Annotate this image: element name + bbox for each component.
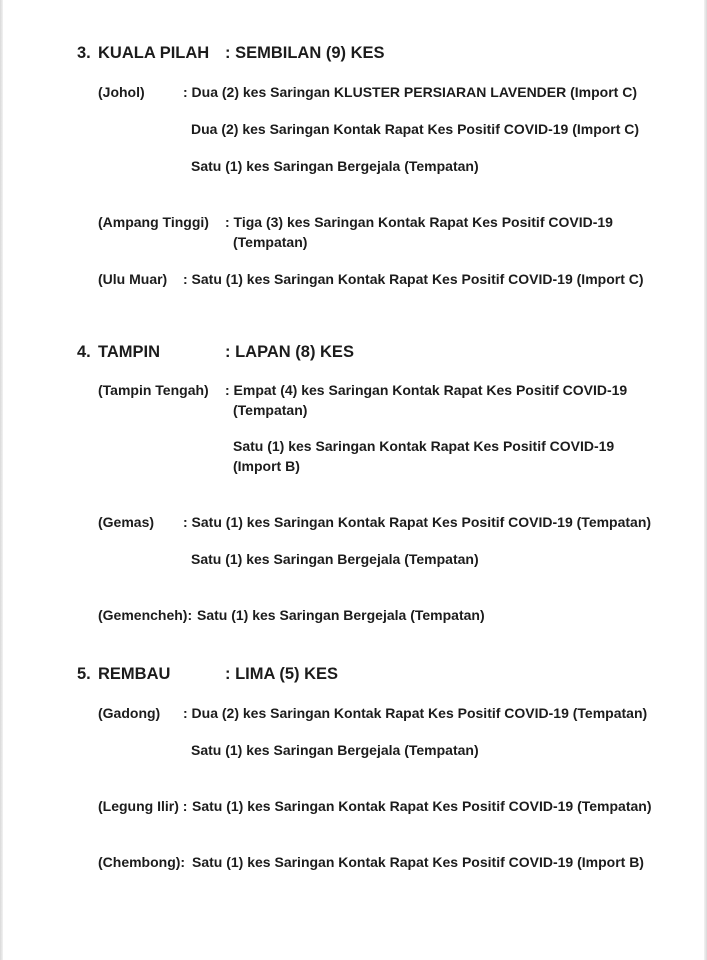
area-name: (Gemas) [98,514,155,530]
district-name: TAMPIN [98,343,161,361]
case-line: Satu (1) kes Saringan Kontak Rapat Kes Positif COVID-19 (Import B) [192,854,644,870]
case-line: Satu (1) kes Saringan Bergejala (Tempatan) [191,742,479,758]
area-name: (Chembong): [98,854,186,870]
case-line: Dua (2) kes Saringan Kontak Rapat Kes Positif COVID-19 (Import C) [191,121,640,137]
case-line: Satu (1) kes Saringan Bergejala (Tempatan) [191,158,479,174]
area-name: (Gadong) [98,705,161,721]
section-number: 5. [77,665,91,683]
section-number: 4. [77,343,91,361]
case-line: : Tiga (3) kes Saringan Kontak Rapat Kes Positif COVID-19 [225,214,613,230]
area-name: (Ampang Tinggi) [98,214,209,230]
district-name: KUALA PILAH [98,44,210,62]
case-line: (Tempatan) [233,234,308,250]
district-total: : LAPAN (8) KES [225,343,354,361]
case-line: Satu (1) kes Saringan Kontak Rapat Kes Positif COVID-19 (Tempatan) [192,798,652,814]
case-line: Satu (1) kes Saringan Bergejala (Tempatan) [191,551,479,567]
section-number: 3. [77,44,91,62]
area-name: (Ulu Muar) [98,271,168,287]
area-name: (Legung Ilir) : [98,798,188,814]
case-line: (Import B) [233,458,300,474]
area-name: (Johol) [98,84,145,100]
case-line: : Satu (1) kes Saringan Kontak Rapat Kes Positif COVID-19 (Import C) [183,271,644,287]
district-total: : SEMBILAN (9) KES [225,44,385,62]
page-left-edge [0,0,3,960]
area-name: (Gemencheh): [98,607,193,623]
case-line: Satu (1) kes Saringan Kontak Rapat Kes Positif COVID-19 [233,438,615,454]
case-line: Satu (1) kes Saringan Bergejala (Tempatan) [197,607,485,623]
case-line: : Empat (4) kes Saringan Kontak Rapat Kes Positif COVID-19 [225,382,628,398]
district-name: REMBAU [98,665,171,683]
case-line: : Dua (2) kes Saringan Kontak Rapat Kes Positif COVID-19 (Tempatan) [183,705,648,721]
case-line: (Tempatan) [233,402,308,418]
area-name: (Tampin Tengah) [98,382,209,398]
case-line: : Dua (2) kes Saringan KLUSTER PERSIARAN LAVENDER (Import C) [183,84,638,100]
case-line: : Satu (1) kes Saringan Kontak Rapat Kes Positif COVID-19 (Tempatan) [183,514,652,530]
district-total: : LIMA (5) KES [225,665,339,683]
